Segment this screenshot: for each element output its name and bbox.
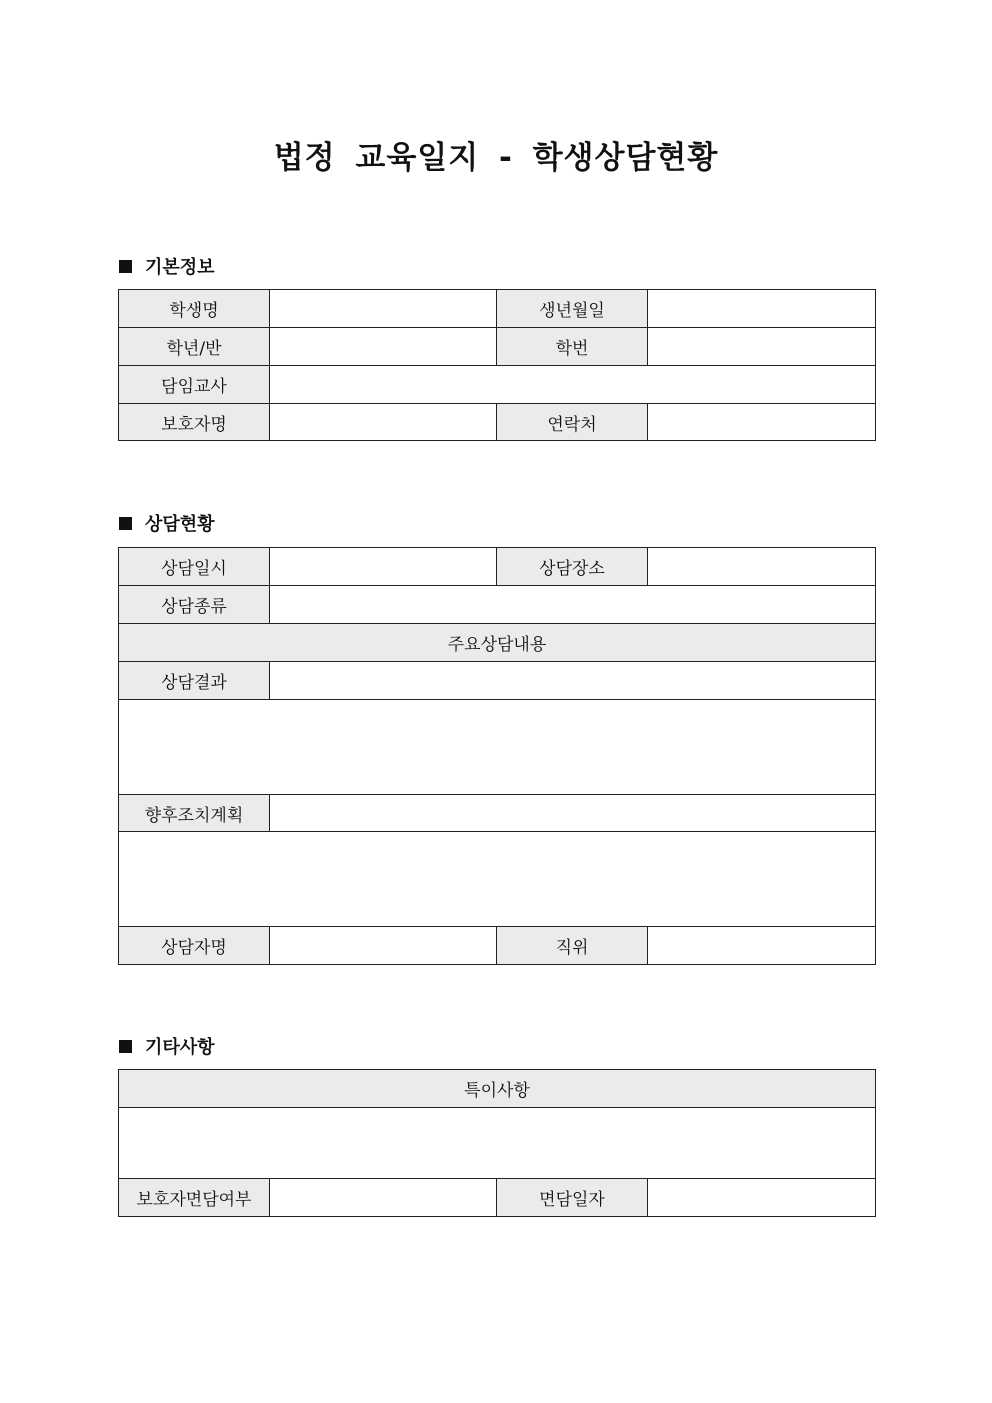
main-content-header: 주요상담내용: [119, 624, 876, 662]
table-row: [119, 927, 876, 965]
meeting-date-field[interactable]: [648, 1179, 876, 1217]
table-row: [119, 548, 876, 586]
other-notes-table: [118, 1069, 876, 1217]
table-row: [119, 366, 876, 404]
counseling-result-label: 상담결과: [119, 662, 270, 700]
follow-up-plan-label: 향후조치계획: [119, 795, 270, 832]
position-label: 직위: [497, 927, 648, 965]
birthdate-label: 생년월일: [497, 290, 648, 328]
table-row: [119, 586, 876, 624]
student-number-field[interactable]: [648, 328, 876, 366]
basic-info-table: [118, 289, 876, 441]
table-row: [119, 1108, 876, 1179]
counseling-datetime-label: 상담일시: [119, 548, 270, 586]
guardian-name-field[interactable]: [270, 404, 497, 441]
counseling-type-label: 상담종류: [119, 586, 270, 624]
section-heading-counseling: [119, 510, 215, 536]
birthdate-field[interactable]: [648, 290, 876, 328]
table-row: [119, 328, 876, 366]
section-heading-basic-info: [119, 253, 215, 279]
remarks-textarea[interactable]: [119, 1108, 876, 1179]
counseling-result-field[interactable]: [270, 662, 876, 700]
guardian-name-label: 보호자명: [119, 404, 270, 441]
table-row: [119, 832, 876, 927]
contact-field[interactable]: [648, 404, 876, 441]
position-field[interactable]: [648, 927, 876, 965]
square-bullet-icon: [119, 1040, 132, 1053]
table-row: [119, 404, 876, 441]
table-row: [119, 700, 876, 795]
table-row: [119, 1070, 876, 1108]
homeroom-teacher-field[interactable]: [270, 366, 876, 404]
counseling-place-label: 상담장소: [497, 548, 648, 586]
homeroom-teacher-label: 담임교사: [119, 366, 270, 404]
guardian-meeting-field[interactable]: [270, 1179, 497, 1217]
counseling-place-field[interactable]: [648, 548, 876, 586]
section-heading-label: 기타사항: [145, 1037, 215, 1058]
student-name-field[interactable]: [270, 290, 497, 328]
remarks-header: 특이사항: [119, 1070, 876, 1108]
counselor-name-field[interactable]: [270, 927, 497, 965]
section-heading-label: 상담현황: [145, 514, 215, 535]
section-heading-label: 기본정보: [145, 257, 215, 278]
guardian-meeting-label: 보호자면담여부: [119, 1179, 270, 1217]
square-bullet-icon: [119, 517, 132, 530]
square-bullet-icon: [119, 260, 132, 273]
student-name-label: 학생명: [119, 290, 270, 328]
table-row: [119, 662, 876, 700]
counseling-datetime-field[interactable]: [270, 548, 497, 586]
counseling-result-textarea[interactable]: [119, 700, 876, 795]
table-row: [119, 795, 876, 832]
follow-up-plan-textarea[interactable]: [119, 832, 876, 927]
grade-class-label: 학년/반: [119, 328, 270, 366]
follow-up-plan-field[interactable]: [270, 795, 876, 832]
table-row: [119, 290, 876, 328]
contact-label: 연락처: [497, 404, 648, 441]
student-number-label: 학번: [497, 328, 648, 366]
section-heading-other: [119, 1033, 215, 1059]
counselor-name-label: 상담자명: [119, 927, 270, 965]
meeting-date-label: 면담일자: [497, 1179, 648, 1217]
page-title: 법정 교육일지 - 학생상담현황: [273, 140, 719, 176]
table-row: [119, 624, 876, 662]
grade-class-field[interactable]: [270, 328, 497, 366]
counseling-table: [118, 547, 876, 965]
table-row: [119, 1179, 876, 1217]
counseling-type-field[interactable]: [270, 586, 876, 624]
